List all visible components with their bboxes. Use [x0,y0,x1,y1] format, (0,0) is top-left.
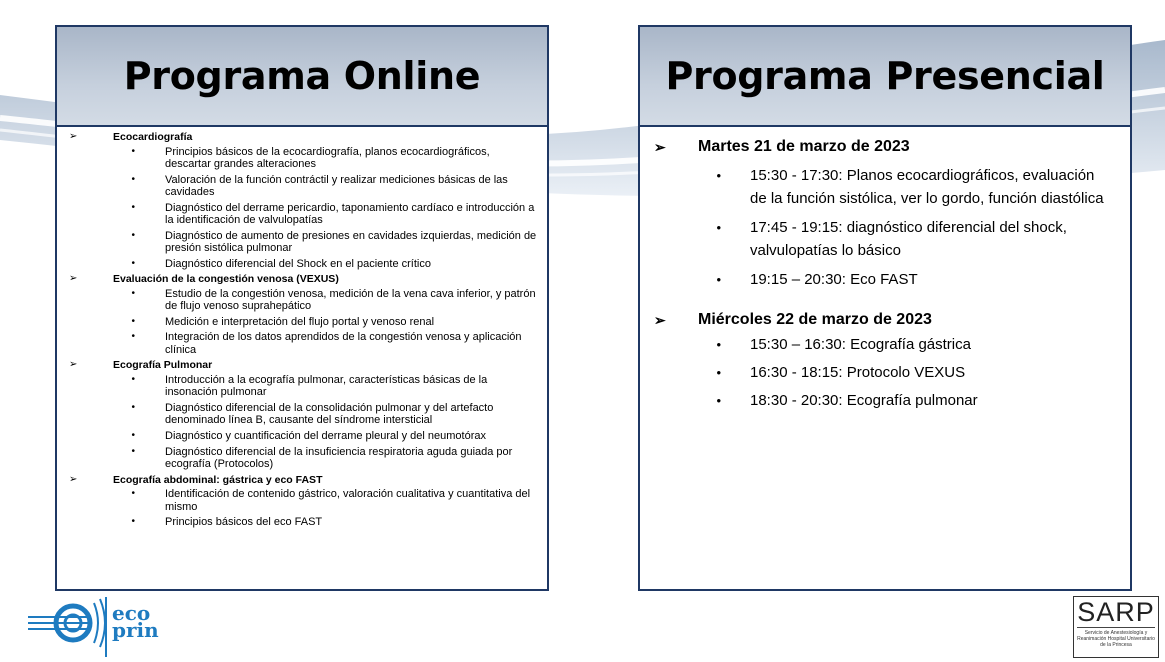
arrow-bullet-icon: ➢ [654,311,666,328]
presencial-program-header [640,27,1130,127]
presencial-program-panel [638,25,1132,591]
list-item-text: Principios básicos del eco FAST [165,516,323,529]
list-item-text: Principios básicos de la ecocardiografía, planos ecocardiográficos, descartar grandes alteraciones [165,145,490,171]
list-item [654,268,1116,291]
arrow-bullet-icon: ➢ [69,131,78,142]
bullet-icon: • [131,173,135,185]
list-item [67,446,537,471]
presencial-day [654,309,1116,412]
bullet-icon: • [131,516,135,528]
arrow-bullet-icon: ➢ [69,359,78,371]
list-item-text: 18:30 - 20:30: Ecografía pulmonar [750,392,978,409]
online-section-title: Evaluación de la congestión venosa (VEXUS) [113,273,339,286]
presencial-program-list [640,127,1130,412]
list-item-text: Diagnóstico diferencial de la consolidación pulmonar y del artefacto denominado línea B, causante del síndrome intersticial [165,401,494,427]
presencial-day-title: Martes 21 de marzo de 2023 [698,138,910,155]
online-section [67,131,537,144]
online-program-header [57,27,547,127]
online-section-title: Ecografía Pulmonar [113,359,213,372]
bullet-icon: • [716,168,721,183]
arrow-bullet-icon: ➢ [69,273,78,285]
bullet-icon: • [716,272,721,287]
bullet-icon: • [716,337,721,352]
sarp-logo [1073,596,1159,658]
list-item-text: Estudio de la congestión venosa, medición de la vena cava inferior, y patrón de flujo venoso suprahepático [165,287,536,313]
bullet-icon: • [131,373,135,385]
list-item [654,333,1116,356]
list-item [654,361,1116,384]
online-section [67,273,537,286]
list-item-text: Identificación de contenido gástrico, valoración cualitativa y cuantitativa del mismo [165,488,531,513]
list-item [654,389,1116,412]
online-program-list [57,127,547,529]
list-item-text: Diagnóstico diferencial del Shock en el paciente crítico [165,257,431,270]
list-item-text: Diagnóstico de aumento de presiones en cavidades izquierdas, medición de presión sistólica pulmonar [165,229,537,255]
list-item [654,216,1116,262]
bullet-icon: • [131,315,135,327]
bullet-icon: • [131,257,135,269]
online-program-panel [55,25,549,591]
list-item [67,402,537,427]
bullet-icon: • [131,429,135,441]
list-item-text: Diagnóstico diferencial de la insuficiencia respiratoria aguda guiada por ecografía (Protocolos) [165,445,513,471]
bullet-icon: • [131,401,135,413]
list-item [67,488,537,513]
sarp-logo-title: SARP [1077,597,1155,627]
ecoprin-logo-text [112,601,159,642]
list-item [67,230,537,255]
bullet-icon: • [131,331,135,343]
bullet-icon: • [131,445,135,457]
bullet-icon: • [131,201,135,213]
ecoprin-logo-line2: prin [112,618,159,642]
bullet-icon: • [716,393,721,408]
list-item-text: 15:30 - 17:30: Planos ecocardiográficos, evaluación de la función sistólica, ver lo gordo, función diastólica [750,167,1104,207]
presencial-program-title: Programa Presencial [665,54,1105,98]
arrow-bullet-icon: ➢ [654,138,666,155]
list-item [67,258,537,271]
list-item-text: Introducción a la ecografía pulmonar, características básicas de la insonación pulmonar [165,373,488,399]
bullet-icon: • [716,220,721,235]
list-item [67,146,537,171]
online-program-title: Programa Online [123,54,481,98]
list-item [654,164,1116,210]
online-section [67,359,537,372]
list-item-text: 19:15 – 20:30: Eco FAST [750,271,918,288]
list-item [67,374,537,399]
arrow-bullet-icon: ➢ [69,473,78,485]
list-item-text: Diagnóstico del derrame pericardio, taponamiento cardíaco e introducción a la identificación de valvulopatías [165,201,535,227]
list-item-text: Medición e interpretación del flujo portal y venoso renal [165,315,435,328]
bullet-icon: • [131,488,135,500]
ecoprin-logo-line1: eco [112,601,151,625]
list-item-text: Valoración de la función contráctil y realizar mediciones básicas de las cavidades [165,173,508,199]
list-item-text: 16:30 - 18:15: Protocolo VEXUS [750,364,966,381]
bullet-icon: • [131,145,135,157]
list-item [67,331,537,356]
list-item-text: Integración de los datos aprendidos de la congestión venosa y aplicación clínica [165,331,522,356]
list-item [67,316,537,329]
list-item [67,430,537,443]
presencial-day-title: Miércoles 22 de marzo de 2023 [698,311,932,328]
list-item-text: 15:30 – 16:30: Ecografía gástrica [750,336,971,353]
online-section-title: Ecocardiografía [113,131,193,143]
list-item-text: 17:45 - 19:15: diagnóstico diferencial del shock, valvulopatías lo básico [750,219,1067,259]
presencial-day [654,136,1116,291]
sarp-logo-subtitle: Servicio de Anestesiología y Reanimación Hospital Universitario de la Princesa [1077,630,1155,648]
list-item [67,288,537,313]
bullet-icon: • [131,287,135,299]
online-section-title: Ecografía abdominal: gástrica y eco FAST [113,473,323,486]
list-item [67,516,537,529]
list-item-text: Diagnóstico y cuantificación del derrame pleural y del neumotórax [165,429,487,442]
bullet-icon: • [716,365,721,380]
list-item [67,174,537,199]
list-item [67,202,537,227]
online-section [67,474,537,487]
bullet-icon: • [131,229,135,241]
